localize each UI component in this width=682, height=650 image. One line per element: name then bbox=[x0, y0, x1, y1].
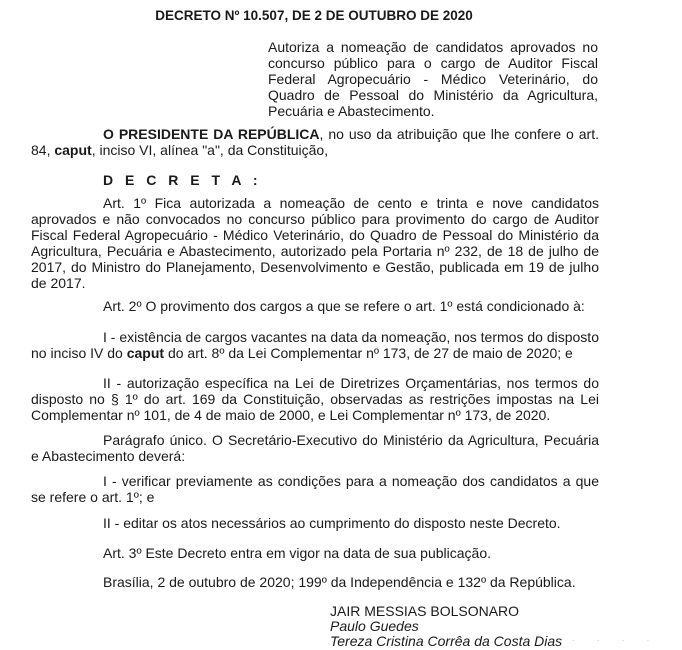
preamble-caput: caput bbox=[54, 142, 92, 158]
scan-artifact-dots: · · · · bbox=[572, 636, 660, 645]
article-2-item-i bbox=[31, 329, 599, 361]
article-2-item-i-caput: caput bbox=[126, 345, 165, 361]
decreta-heading bbox=[31, 172, 599, 188]
article-2-item-ii: II - autorização específica na Lei de Diretrizes Orçamentárias, nos termos do disposto no § 1º do art. 169 da Constituição, observadas as restrições impostas na Lei Complementar nº 101, de 4 de maio de 2000, e Lei Complementar nº 173, de 2020. bbox=[31, 375, 599, 423]
preamble-text-a: , no uso da atribuição que lhe confere o art. 84, bbox=[31, 126, 599, 158]
signature-block bbox=[330, 604, 562, 649]
closing-line: Brasília, 2 de outubro de 2020; 199º da Independência e 132º da República. bbox=[103, 574, 576, 590]
article-2: Art. 2º O provimento dos cargos a que se refere o art. 1º está condicionado à: bbox=[103, 298, 585, 314]
signature-president: JAIR MESSIAS BOLSONARO bbox=[330, 603, 520, 619]
preamble-president: O PRESIDENTE DA REPÚBLICA bbox=[103, 126, 320, 142]
signature-minister-1: Paulo Guedes bbox=[330, 618, 419, 634]
decreta-text: D E C R E T A : bbox=[103, 172, 262, 188]
article-1: Art. 1º Fica autorizada a nomeação de cento e trinta e nove candidatos aprovados e não convocados no concurso público para provimento do cargo de Auditor Fiscal Federal Agropecuário - Médico Veterinário, do Quadro de Pessoal do Ministério da Agricultura, Pecuária e Abastecimento, autorizado pela Portaria nº 232, de 18 de julho de 2017, do Ministro do Planejamento, Desenvolvimento e Gestão, publicada em 19 de julho de 2017. bbox=[31, 195, 599, 291]
preamble-text-b: , inciso VI, alínea "a", da Constituição, bbox=[91, 142, 329, 158]
paragraph-item-ii: II - editar os atos necessários ao cumprimento do disposto neste Decreto. bbox=[103, 515, 561, 531]
decree-title: DECRETO Nº 10.507, DE 2 DE OUTUBRO DE 2020 bbox=[155, 8, 473, 23]
article-2-item-i-text-b: do art. 8º da Lei Complementar nº 173, de 27 de maio de 2020; e bbox=[164, 345, 573, 361]
sole-paragraph: Parágrafo único. O Secretário-Executivo do Ministério da Agricultura, Pecuária e Abastecimento deverá: bbox=[31, 432, 599, 464]
paragraph-item-i: I - verificar previamente as condições para a nomeação dos candidatos a que se refere o art. 1º; e bbox=[31, 473, 599, 505]
decree-summary: Autoriza a nomeação de candidatos aprovados no concurso público para o cargo de Auditor Fiscal Federal Agropecuário - Médico Veterinário, do Quadro de Pessoal do Ministério da Agricultura, Pecuária e Abastecimento. bbox=[268, 39, 598, 119]
article-2-item-i-text-a: I - existência de cargos vacantes na data da nomeação, nos termos do disposto no inciso IV do bbox=[31, 329, 599, 361]
article-3: Art. 3º Este Decreto entra em vigor na data de sua publicação. bbox=[103, 545, 491, 561]
preamble bbox=[31, 126, 599, 158]
signature-minister-2: Tereza Cristina Corrêa da Costa Dias bbox=[330, 633, 563, 649]
